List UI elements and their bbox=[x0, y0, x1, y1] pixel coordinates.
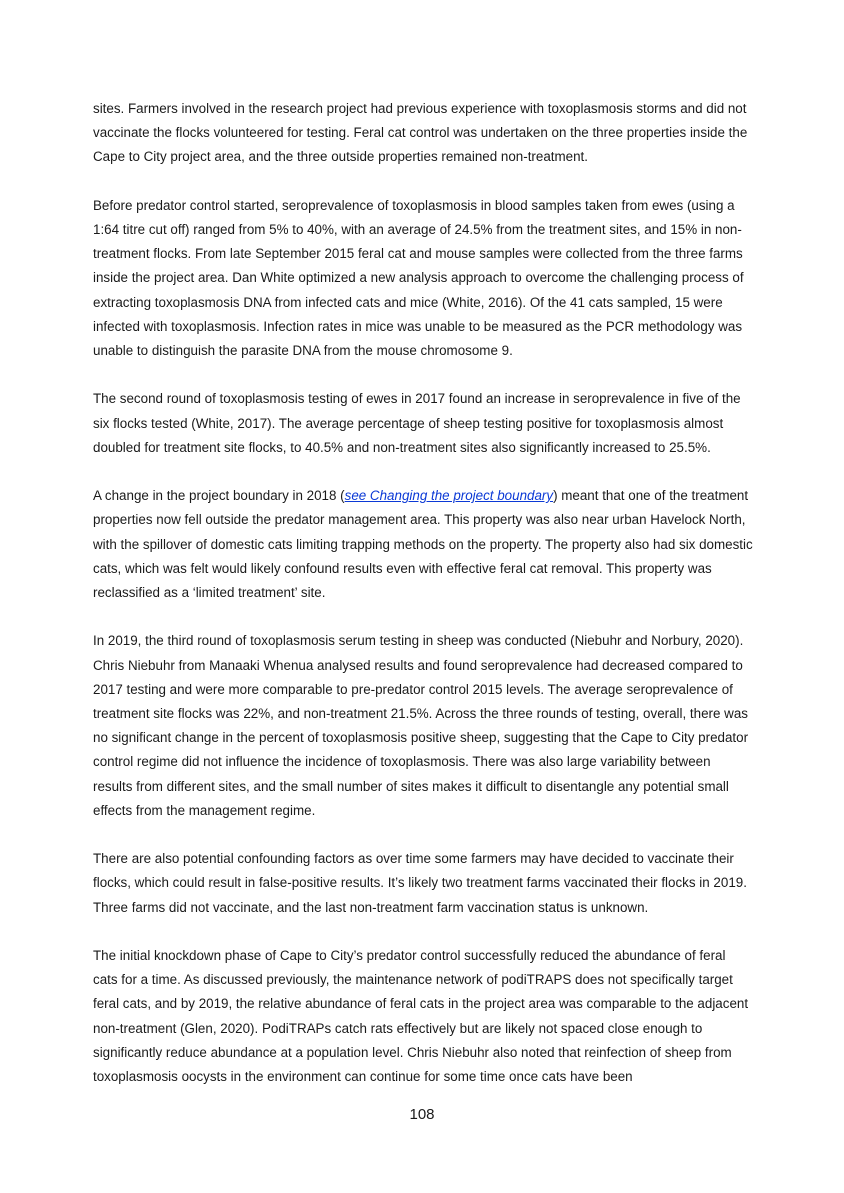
page-number: 108 bbox=[409, 1106, 435, 1123]
paragraph-6: There are also potential confounding factors as over time some farmers may have decided to vaccinate their flocks, which could result in false-positive results. It’s likely two treatment farms vaccinated their flocks in 2019. Three farms did not vaccinate, and the last non-treatment farm vaccination status is unknown. bbox=[93, 851, 747, 915]
paragraph-5: In 2019, the third round of toxoplasmosis serum testing in sheep was conducted (Niebuhr and Norbury, 2020). Chris Niebuhr from Manaaki Whenua analysed results and found seroprevalence had decreased compared to 2017 testing and were more comparable to pre-predator control 2015 levels. The average seroprevalence of treatment site flocks was 22%, and non-treatment 21.5%. Across the three rounds of testing, overall, there was no significant change in the percent of toxoplasmosis positive sheep, suggesting that the Cape to City predator control regime did not influence the incidence of toxoplasmosis. There was also large variability between results from different sites, and the small number of sites makes it difficult to disentangle any potential small effects from the management regime. bbox=[93, 633, 749, 818]
paragraph-7: The initial knockdown phase of Cape to City’s predator control successfully reduced the abundance of feral cats for a time. As discussed previously, the maintenance network of podiTRAPS does not specifically target feral cats, and by 2019, the relative abundance of feral cats in the project area was comparable to the adjacent non-treatment (Glen, 2020). PodiTRAPs catch rats effectively but are likely not spaced close enough to significantly reduce abundance at a population level. Chris Niebuhr also noted that reinfection of sheep from toxoplasmosis oocysts in the environment can continue for some time once cats have been bbox=[93, 948, 749, 1085]
changing-project-boundary-link[interactable]: see Changing the project boundary bbox=[344, 488, 554, 504]
paragraph-4-lead: A change in the project boundary in 2018 ( bbox=[93, 488, 345, 504]
paragraph-3: The second round of toxoplasmosis testing of ewes in 2017 found an increase in seroprevalence in five of the six flocks tested (White, 2017). The average percentage of sheep testing positive for toxoplasmosis almost doubled for treatment site flocks, to 40.5% and non-treatment sites also significantly increased to 25.5%. bbox=[93, 391, 741, 455]
paragraph-2: Before predator control started, seroprevalence of toxoplasmosis in blood samples taken from ewes (using a 1:64 titre cut off) ranged from 5% to 40%, with an average of 24.5% from the treatment sites, and 15% in non-treatment flocks. From late September 2015 feral cat and mouse samples were collected from the three farms inside the project area. Dan White optimized a new analysis approach to overcome the challenging process of extracting toxoplasmosis DNA from infected cats and mice (White, 2016). Of the 41 cats sampled, 15 were infected with toxoplasmosis. Infection rates in mice was unable to be measured as the PCR methodology was unable to distinguish the parasite DNA from the mouse chromosome 9. bbox=[93, 197, 744, 359]
paragraph-1: sites. Farmers involved in the research project had previous experience with toxoplasmosis storms and did not vaccinate the flocks volunteered for testing. Feral cat control was undertaken on the three properties inside the Cape to City project area, and the three outside properties remained non-treatment. bbox=[93, 101, 748, 165]
paragraph-4 bbox=[93, 484, 753, 605]
paragraph-4-rest: ) meant that one of the treatment properties now fell outside the predator management area. This property was also near urban Havelock North, with the spillover of domestic cats limiting trapping methods on the property. The property also had six domestic cats, which was felt would likely confound results even with effective feral cat removal. This property was reclassified as a ‘limited treatment’ site. bbox=[93, 488, 753, 601]
body-text bbox=[93, 97, 753, 1089]
